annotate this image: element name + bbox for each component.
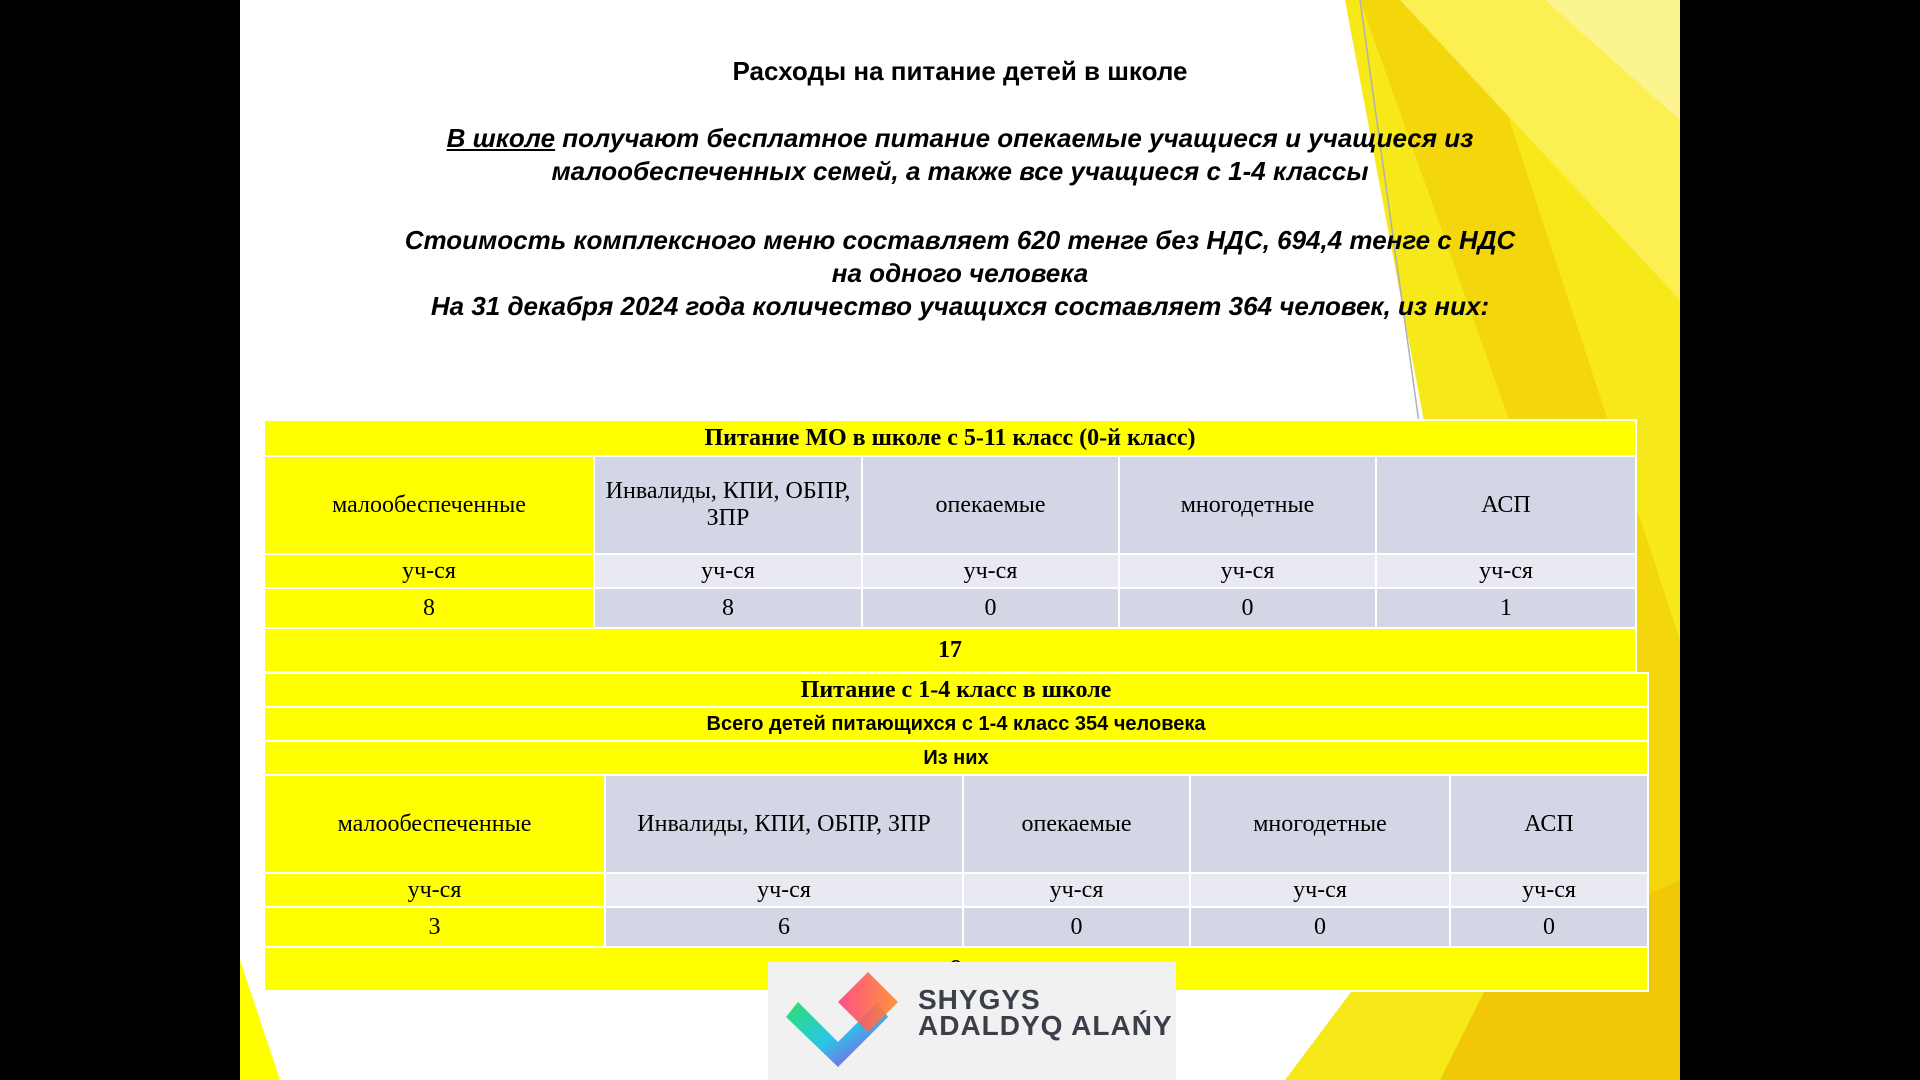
table1-unit: уч-ся (594, 554, 862, 588)
table1-unit: уч-ся (862, 554, 1119, 588)
free-meal-line-1 (240, 122, 1680, 155)
count-line: На 31 декабря 2024 года количество учащихся составляет 364 человек, из них: (430, 291, 1490, 321)
table2-of-them: Из них (264, 741, 1648, 775)
table2-unit: уч-ся (264, 873, 605, 907)
table1-unit: уч-ся (1376, 554, 1636, 588)
logo-line-2: ADALDYQ ALAŃY (918, 1010, 1173, 1041)
table2-value: 0 (1450, 907, 1648, 947)
free-meal-line-1-rest: получают бесплатное питание опекаемые учащиеся и учащиеся из (555, 123, 1474, 153)
table2-title: Питание с 1-4 класс в школе (264, 673, 1648, 707)
slide (240, 0, 1680, 1080)
table2-unit: уч-ся (1450, 873, 1648, 907)
table1-value: 8 (594, 588, 862, 628)
table2-header-guardianship: опекаемые (963, 775, 1190, 873)
table2-header-asp: АСП (1450, 775, 1648, 873)
table2-value: 3 (264, 907, 605, 947)
table1-value: 0 (1119, 588, 1376, 628)
table2-unit: уч-ся (1190, 873, 1450, 907)
table1-value: 1 (1376, 588, 1636, 628)
table1-title: Питание МО в школе с 5-11 класс (0-й класс) (264, 420, 1636, 456)
table2-unit: уч-ся (963, 873, 1190, 907)
table1-value: 0 (862, 588, 1119, 628)
table-mo-5-11 (263, 419, 1637, 673)
table2-value: 0 (1190, 907, 1450, 947)
table1-header-guardianship: опекаемые (862, 456, 1119, 554)
table2-value: 6 (605, 907, 963, 947)
table1-value: 8 (264, 588, 594, 628)
table1-unit: уч-ся (1119, 554, 1376, 588)
table2-subtitle: Всего детей питающихся с 1-4 класс 354 человека (264, 707, 1648, 741)
logo-line-1: SHYGYS (918, 984, 1041, 1015)
table2-unit: уч-ся (605, 873, 963, 907)
table2-header-disabled: Инвалиды, КПИ, ОБПР, ЗПР (605, 775, 963, 873)
table1-total: 17 (264, 628, 1636, 672)
table1-header-disabled: Инвалиды, КПИ, ОБПР, ЗПР (594, 456, 862, 554)
logo (768, 962, 1176, 1080)
page-title: Расходы на питание детей в школе (732, 56, 1188, 86)
free-meal-underlined: В школе (446, 123, 556, 153)
table-1-4 (263, 672, 1649, 992)
free-meal-line-2: малообеспеченных семей, а также все учащиеся с 1-4 классы (551, 156, 1369, 186)
table2-value: 0 (963, 907, 1190, 947)
table2-header-low-income: малообеспеченные (264, 775, 605, 873)
table2-header-large-family: многодетные (1190, 775, 1450, 873)
table1-header-large-family: многодетные (1119, 456, 1376, 554)
cost-line-1: Стоимость комплексного меню составляет 620 тенге без НДС, 694,4 тенге с НДС (404, 225, 1516, 255)
logo-mark-icon (778, 962, 918, 1080)
table1-unit: уч-ся (264, 554, 594, 588)
cost-line-2: на одного человека (831, 258, 1089, 288)
table1-header-asp: АСП (1376, 456, 1636, 554)
table1-header-low-income: малообеспеченные (264, 456, 594, 554)
